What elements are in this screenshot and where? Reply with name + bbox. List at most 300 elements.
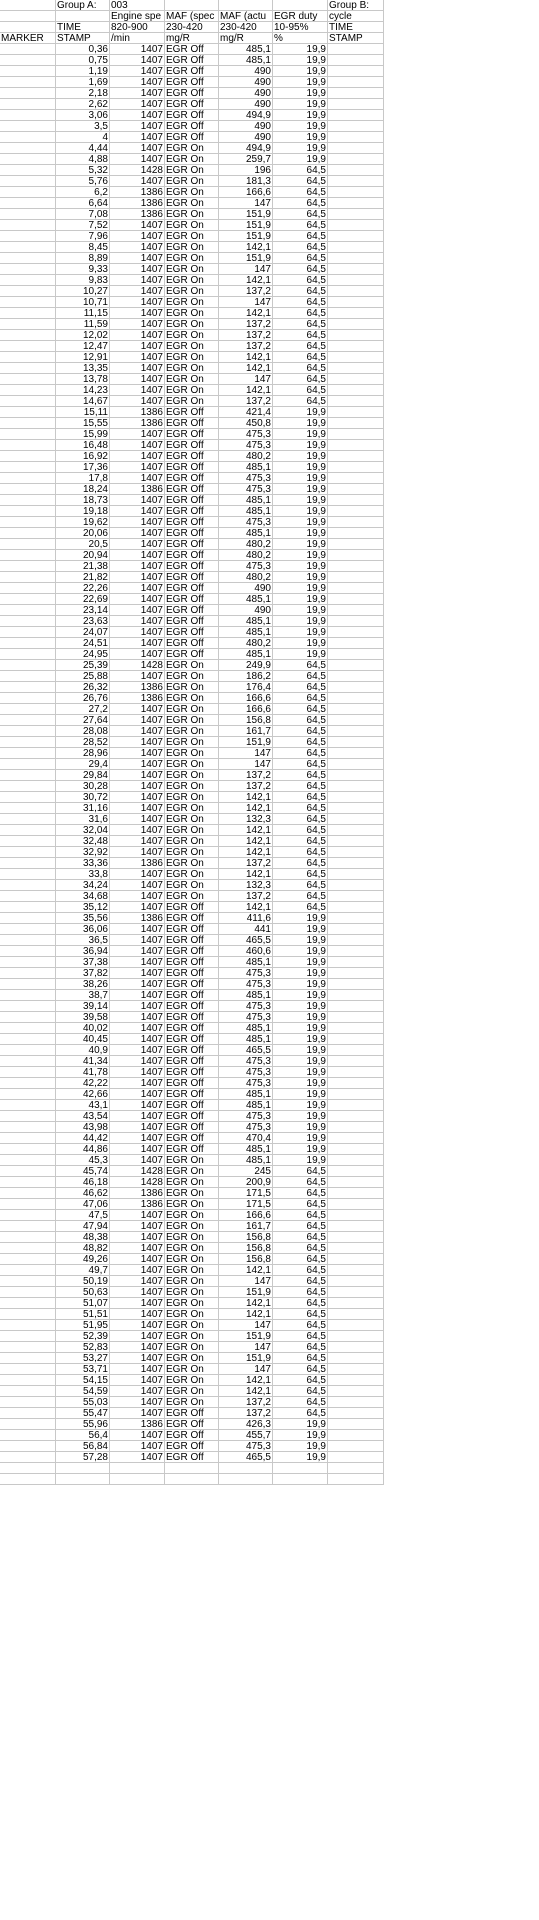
egr-duty-cell[interactable]: 64,5	[273, 748, 328, 759]
maf-spec-cell[interactable]: EGR Off	[165, 99, 219, 110]
engine-speed-cell[interactable]: 1407	[110, 473, 165, 484]
maf-actual-cell[interactable]: 490	[219, 77, 273, 88]
maf-spec-cell[interactable]: EGR Off	[165, 121, 219, 132]
group-b-cell[interactable]	[328, 297, 384, 308]
marker-cell[interactable]	[0, 682, 56, 693]
maf-actual-cell[interactable]: 485,1	[219, 55, 273, 66]
maf-spec-cell[interactable]: EGR On	[165, 297, 219, 308]
group-b-cell[interactable]	[328, 1034, 384, 1045]
group-b-cell[interactable]	[328, 1232, 384, 1243]
maf-actual-cell[interactable]: 142,1	[219, 352, 273, 363]
egr-duty-cell[interactable]: 64,5	[273, 275, 328, 286]
group-b-cell[interactable]	[328, 396, 384, 407]
marker-cell[interactable]	[0, 1364, 56, 1375]
engine-speed-cell[interactable]: 1407	[110, 330, 165, 341]
time-stamp-cell[interactable]: 21,82	[56, 572, 110, 583]
time-stamp-cell[interactable]: 6,64	[56, 198, 110, 209]
engine-speed-cell[interactable]: 1407	[110, 550, 165, 561]
engine-speed-cell[interactable]: 1407	[110, 638, 165, 649]
maf-spec-cell[interactable]: EGR Off	[165, 451, 219, 462]
maf-actual-cell[interactable]: 441	[219, 924, 273, 935]
group-b-cell[interactable]	[328, 759, 384, 770]
time-stamp-cell[interactable]: 44,42	[56, 1133, 110, 1144]
group-b-cell[interactable]	[328, 418, 384, 429]
engine-speed-cell[interactable]: 1407	[110, 583, 165, 594]
maf-actual-cell[interactable]: 137,2	[219, 1397, 273, 1408]
marker-cell[interactable]	[0, 1210, 56, 1221]
group-b-cell[interactable]	[328, 132, 384, 143]
time-stamp-cell[interactable]: 41,34	[56, 1056, 110, 1067]
group-b-cell[interactable]	[328, 1001, 384, 1012]
marker-cell[interactable]	[0, 671, 56, 682]
marker-cell[interactable]	[0, 1397, 56, 1408]
maf-spec-cell[interactable]: EGR On	[165, 385, 219, 396]
maf-spec-cell[interactable]: EGR Off	[165, 1452, 219, 1463]
time-stamp-cell[interactable]: 52,83	[56, 1342, 110, 1353]
group-b-cell[interactable]	[328, 869, 384, 880]
maf-actual-cell[interactable]: 166,6	[219, 1210, 273, 1221]
maf-actual-cell[interactable]: 137,2	[219, 319, 273, 330]
maf-spec-cell[interactable]: EGR On	[165, 1309, 219, 1320]
maf-spec-cell[interactable]: EGR On	[165, 726, 219, 737]
maf-actual-cell[interactable]: 186,2	[219, 671, 273, 682]
group-b-cell[interactable]	[328, 110, 384, 121]
engine-speed-cell[interactable]: 1407	[110, 748, 165, 759]
group-b-cell[interactable]	[328, 957, 384, 968]
engine-speed-cell[interactable]: 1407	[110, 1056, 165, 1067]
engine-speed-cell[interactable]: 1407	[110, 242, 165, 253]
maf-actual-cell[interactable]: 475,3	[219, 1111, 273, 1122]
group-b-cell[interactable]	[328, 1309, 384, 1320]
egr-duty-cell[interactable]: 64,5	[273, 165, 328, 176]
time-stamp-cell[interactable]: 40,02	[56, 1023, 110, 1034]
marker-cell[interactable]	[0, 187, 56, 198]
group-b-cell[interactable]	[328, 1078, 384, 1089]
group-b-cell[interactable]	[328, 1364, 384, 1375]
time-stamp-cell[interactable]: 34,24	[56, 880, 110, 891]
maf-spec-cell[interactable]: EGR On	[165, 330, 219, 341]
time-stamp-cell[interactable]: 4	[56, 132, 110, 143]
egr-duty-cell[interactable]: 19,9	[273, 99, 328, 110]
egr-duty-cell[interactable]: 19,9	[273, 462, 328, 473]
group-b-cell[interactable]	[328, 506, 384, 517]
time-stamp-cell[interactable]: 12,02	[56, 330, 110, 341]
time-stamp-cell[interactable]: 32,92	[56, 847, 110, 858]
engine-speed-cell[interactable]: 1407	[110, 1309, 165, 1320]
header-cell[interactable]: /min	[110, 33, 165, 44]
maf-spec-cell[interactable]: EGR On	[165, 275, 219, 286]
engine-speed-cell[interactable]: 1407	[110, 1276, 165, 1287]
egr-duty-cell[interactable]: 64,5	[273, 693, 328, 704]
group-b-cell[interactable]	[328, 1177, 384, 1188]
egr-duty-cell[interactable]: 19,9	[273, 1012, 328, 1023]
maf-spec-cell[interactable]: EGR On	[165, 374, 219, 385]
maf-spec-header[interactable]: MAF (spec	[165, 11, 219, 22]
group-b-cell[interactable]	[328, 1100, 384, 1111]
maf-actual-cell[interactable]: 147	[219, 1364, 273, 1375]
maf-spec-cell[interactable]: EGR Off	[165, 418, 219, 429]
engine-speed-cell[interactable]: 1407	[110, 55, 165, 66]
time-stamp-cell[interactable]: 33,36	[56, 858, 110, 869]
maf-actual-cell[interactable]: 421,4	[219, 407, 273, 418]
group-b-cell[interactable]	[328, 473, 384, 484]
marker-cell[interactable]	[0, 737, 56, 748]
engine-speed-cell[interactable]: 1407	[110, 1100, 165, 1111]
engine-speed-cell[interactable]: 1407	[110, 1298, 165, 1309]
marker-cell[interactable]	[0, 847, 56, 858]
egr-duty-cell[interactable]: 19,9	[273, 649, 328, 660]
marker-cell[interactable]	[0, 1100, 56, 1111]
maf-spec-cell[interactable]: EGR On	[165, 187, 219, 198]
egr-duty-cell[interactable]: 19,9	[273, 407, 328, 418]
egr-duty-cell[interactable]: 64,5	[273, 1221, 328, 1232]
time-stamp-cell[interactable]: 28,52	[56, 737, 110, 748]
engine-speed-cell[interactable]: 1407	[110, 1265, 165, 1276]
group-b-cell[interactable]	[328, 880, 384, 891]
maf-actual-cell[interactable]: 475,3	[219, 473, 273, 484]
marker-cell[interactable]	[0, 880, 56, 891]
egr-duty-cell[interactable]: 19,9	[273, 1056, 328, 1067]
engine-speed-cell[interactable]: 1407	[110, 836, 165, 847]
time-stamp-cell[interactable]: 55,96	[56, 1419, 110, 1430]
marker-cell[interactable]	[0, 1452, 56, 1463]
time-stamp-cell[interactable]: 4,44	[56, 143, 110, 154]
marker-cell[interactable]	[0, 363, 56, 374]
time-stamp-cell[interactable]: 36,06	[56, 924, 110, 935]
time-stamp-cell[interactable]: 3,5	[56, 121, 110, 132]
time-stamp-cell[interactable]: 1,19	[56, 66, 110, 77]
time-stamp-cell[interactable]: 51,07	[56, 1298, 110, 1309]
time-stamp-cell[interactable]: 25,88	[56, 671, 110, 682]
marker-cell[interactable]	[0, 803, 56, 814]
group-b-cell[interactable]	[328, 792, 384, 803]
maf-spec-cell[interactable]: EGR On	[165, 759, 219, 770]
time-stamp-cell[interactable]: 14,67	[56, 396, 110, 407]
egr-duty-cell[interactable]: 64,5	[273, 825, 328, 836]
group-b-cell[interactable]	[328, 1199, 384, 1210]
group-b-cell[interactable]	[328, 77, 384, 88]
maf-actual-cell[interactable]: 137,2	[219, 396, 273, 407]
maf-actual-cell[interactable]: 475,3	[219, 517, 273, 528]
maf-actual-cell[interactable]: 147	[219, 759, 273, 770]
engine-speed-cell[interactable]: 1407	[110, 308, 165, 319]
time-stamp-cell[interactable]: 48,38	[56, 1232, 110, 1243]
time-stamp-cell[interactable]: 11,15	[56, 308, 110, 319]
engine-speed-cell[interactable]: 1407	[110, 88, 165, 99]
egr-duty-cell[interactable]: 19,9	[273, 1045, 328, 1056]
maf-spec-cell[interactable]: EGR Off	[165, 1045, 219, 1056]
time-stamp-cell[interactable]: 36,94	[56, 946, 110, 957]
maf-spec-cell[interactable]: EGR On	[165, 1375, 219, 1386]
egr-duty-cell[interactable]: 19,9	[273, 1067, 328, 1078]
maf-spec-cell[interactable]: EGR On	[165, 671, 219, 682]
maf-actual-cell[interactable]: 166,6	[219, 187, 273, 198]
time-stamp-cell[interactable]: 38,26	[56, 979, 110, 990]
marker-cell[interactable]	[0, 132, 56, 143]
group-b-cell[interactable]	[328, 1265, 384, 1276]
maf-spec-cell[interactable]: EGR On	[165, 396, 219, 407]
maf-spec-cell[interactable]: EGR Off	[165, 44, 219, 55]
maf-actual-cell[interactable]: 455,7	[219, 1430, 273, 1441]
empty-cell[interactable]	[219, 1463, 273, 1474]
engine-speed-cell[interactable]: 1407	[110, 1122, 165, 1133]
egr-duty-cell[interactable]: 64,5	[273, 363, 328, 374]
maf-spec-cell[interactable]: EGR On	[165, 198, 219, 209]
egr-duty-cell[interactable]: 19,9	[273, 1144, 328, 1155]
marker-cell[interactable]	[0, 407, 56, 418]
marker-cell[interactable]	[0, 308, 56, 319]
engine-speed-cell[interactable]: 1407	[110, 286, 165, 297]
maf-actual-cell[interactable]: 485,1	[219, 462, 273, 473]
maf-actual-cell[interactable]: 142,1	[219, 308, 273, 319]
maf-spec-cell[interactable]: EGR On	[165, 1254, 219, 1265]
group-b-cell[interactable]	[328, 671, 384, 682]
group-b-cell[interactable]	[328, 814, 384, 825]
maf-actual-cell[interactable]: 166,6	[219, 693, 273, 704]
maf-actual-cell[interactable]: 142,1	[219, 1375, 273, 1386]
group-b-cell[interactable]	[328, 1408, 384, 1419]
maf-actual-cell[interactable]: 480,2	[219, 539, 273, 550]
egr-duty-cell[interactable]: 19,9	[273, 484, 328, 495]
empty-cell[interactable]	[0, 1463, 56, 1474]
maf-spec-cell[interactable]: EGR Off	[165, 517, 219, 528]
group-b-cell[interactable]	[328, 1441, 384, 1452]
group-b-cell[interactable]	[328, 319, 384, 330]
group-b-cell[interactable]	[328, 847, 384, 858]
egr-duty-cell[interactable]: 19,9	[273, 913, 328, 924]
maf-actual-cell[interactable]: 161,7	[219, 726, 273, 737]
maf-spec-cell[interactable]: EGR On	[165, 869, 219, 880]
maf-actual-cell[interactable]: 166,6	[219, 704, 273, 715]
time-stamp-cell[interactable]: 32,04	[56, 825, 110, 836]
engine-speed-cell[interactable]: 1407	[110, 1045, 165, 1056]
egr-duty-cell[interactable]: 19,9	[273, 88, 328, 99]
group-b-cell[interactable]	[328, 1023, 384, 1034]
group-b-cell[interactable]	[328, 715, 384, 726]
engine-speed-cell[interactable]: 1407	[110, 506, 165, 517]
engine-speed-cell[interactable]: 1407	[110, 781, 165, 792]
group-b-cell[interactable]	[328, 781, 384, 792]
group-b-cell[interactable]	[328, 1056, 384, 1067]
egr-duty-cell[interactable]: 19,9	[273, 528, 328, 539]
maf-spec-cell[interactable]: EGR Off	[165, 946, 219, 957]
group-b-cell[interactable]	[328, 693, 384, 704]
time-stamp-cell[interactable]: 3,06	[56, 110, 110, 121]
engine-speed-cell[interactable]: 1407	[110, 1232, 165, 1243]
egr-duty-cell[interactable]: 64,5	[273, 264, 328, 275]
maf-actual-cell[interactable]: 156,8	[219, 1232, 273, 1243]
marker-cell[interactable]	[0, 1078, 56, 1089]
engine-speed-cell[interactable]: 1407	[110, 1342, 165, 1353]
maf-actual-cell[interactable]: 475,3	[219, 1012, 273, 1023]
time-stamp-cell[interactable]: 16,92	[56, 451, 110, 462]
maf-actual-cell[interactable]: 176,4	[219, 682, 273, 693]
engine-speed-cell[interactable]: 1407	[110, 440, 165, 451]
maf-actual-cell[interactable]: 485,1	[219, 957, 273, 968]
maf-actual-cell[interactable]: 259,7	[219, 154, 273, 165]
maf-actual-cell[interactable]: 490	[219, 99, 273, 110]
group-b-cell[interactable]	[328, 1133, 384, 1144]
group-b-cell[interactable]	[328, 1276, 384, 1287]
engine-speed-cell[interactable]: 1407	[110, 891, 165, 902]
maf-actual-cell[interactable]: 475,3	[219, 1122, 273, 1133]
egr-duty-cell[interactable]: 19,9	[273, 1419, 328, 1430]
empty-cell[interactable]	[273, 1463, 328, 1474]
group-b-cell[interactable]	[328, 154, 384, 165]
empty-cell[interactable]	[219, 1474, 273, 1485]
marker-cell[interactable]	[0, 957, 56, 968]
marker-cell[interactable]	[0, 1298, 56, 1309]
group-b-cell[interactable]	[328, 935, 384, 946]
time-stamp-cell[interactable]: 55,47	[56, 1408, 110, 1419]
maf-spec-cell[interactable]: EGR On	[165, 1353, 219, 1364]
marker-cell[interactable]	[0, 99, 56, 110]
group-b-cell[interactable]	[328, 308, 384, 319]
maf-spec-cell[interactable]: EGR Off	[165, 484, 219, 495]
maf-spec-cell[interactable]: EGR On	[165, 286, 219, 297]
time-stamp-cell[interactable]: 49,7	[56, 1265, 110, 1276]
marker-cell[interactable]	[0, 220, 56, 231]
egr-duty-cell[interactable]: 64,5	[273, 1177, 328, 1188]
marker-cell[interactable]	[0, 594, 56, 605]
engine-speed-cell[interactable]: 1407	[110, 1287, 165, 1298]
time-stamp-cell[interactable]: 48,82	[56, 1243, 110, 1254]
maf-actual-cell[interactable]: 137,2	[219, 891, 273, 902]
engine-speed-cell[interactable]: 1407	[110, 1221, 165, 1232]
marker-cell[interactable]	[0, 891, 56, 902]
marker-cell[interactable]	[0, 1111, 56, 1122]
engine-speed-cell[interactable]: 1386	[110, 1199, 165, 1210]
header-cell[interactable]: 10-95%	[273, 22, 328, 33]
group-b-cell[interactable]	[328, 583, 384, 594]
group-b-cell[interactable]	[328, 649, 384, 660]
maf-actual-cell[interactable]: 142,1	[219, 847, 273, 858]
maf-actual-cell[interactable]: 200,9	[219, 1177, 273, 1188]
group-b-cell[interactable]	[328, 55, 384, 66]
group-b-cell[interactable]	[328, 1166, 384, 1177]
marker-cell[interactable]	[0, 66, 56, 77]
egr-duty-cell[interactable]: 64,5	[273, 847, 328, 858]
time-stamp-cell[interactable]: 18,73	[56, 495, 110, 506]
egr-duty-cell[interactable]: 19,9	[273, 55, 328, 66]
maf-spec-cell[interactable]: EGR On	[165, 704, 219, 715]
time-stamp-cell[interactable]: 15,99	[56, 429, 110, 440]
marker-cell[interactable]	[0, 1199, 56, 1210]
group-b-cell[interactable]	[328, 242, 384, 253]
engine-speed-cell[interactable]: 1407	[110, 1364, 165, 1375]
engine-speed-cell[interactable]: 1407	[110, 671, 165, 682]
maf-spec-cell[interactable]: EGR Off	[165, 979, 219, 990]
egr-duty-cell[interactable]: 64,5	[273, 759, 328, 770]
engine-speed-cell[interactable]: 1407	[110, 561, 165, 572]
engine-speed-cell[interactable]: 1407	[110, 869, 165, 880]
maf-spec-cell[interactable]: EGR Off	[165, 1100, 219, 1111]
egr-duty-cell[interactable]: 64,5	[273, 792, 328, 803]
maf-actual-cell[interactable]: 142,1	[219, 385, 273, 396]
engine-speed-cell[interactable]: 1407	[110, 319, 165, 330]
engine-speed-cell[interactable]: 1407	[110, 627, 165, 638]
time-stamp-cell[interactable]: 45,3	[56, 1155, 110, 1166]
maf-spec-cell[interactable]: EGR Off	[165, 594, 219, 605]
maf-actual-cell[interactable]: 470,4	[219, 1133, 273, 1144]
marker-cell[interactable]	[0, 1265, 56, 1276]
engine-speed-cell[interactable]: 1407	[110, 1353, 165, 1364]
egr-duty-cell[interactable]: 64,5	[273, 1320, 328, 1331]
marker-cell[interactable]	[0, 935, 56, 946]
maf-actual-cell[interactable]: 137,2	[219, 781, 273, 792]
time-stamp-cell[interactable]: 14,23	[56, 385, 110, 396]
maf-actual-cell[interactable]: 132,3	[219, 880, 273, 891]
egr-duty-cell[interactable]: 64,5	[273, 352, 328, 363]
maf-actual-cell[interactable]: 142,1	[219, 836, 273, 847]
engine-speed-cell[interactable]: 1407	[110, 275, 165, 286]
group-b-cell[interactable]	[328, 1452, 384, 1463]
maf-actual-cell[interactable]: 147	[219, 1276, 273, 1287]
marker-cell[interactable]	[0, 836, 56, 847]
engine-speed-cell[interactable]: 1407	[110, 1430, 165, 1441]
egr-duty-cell[interactable]: 19,9	[273, 1023, 328, 1034]
group-b-cell[interactable]	[328, 121, 384, 132]
maf-actual-cell[interactable]: 465,5	[219, 935, 273, 946]
maf-spec-cell[interactable]: EGR On	[165, 1210, 219, 1221]
marker-cell[interactable]	[0, 462, 56, 473]
time-stamp-cell[interactable]: 7,52	[56, 220, 110, 231]
engine-speed-cell[interactable]: 1407	[110, 1386, 165, 1397]
group-b-cell[interactable]	[328, 1045, 384, 1056]
maf-actual-cell[interactable]: 490	[219, 88, 273, 99]
group-b-cell[interactable]	[328, 1386, 384, 1397]
group-b-cell[interactable]	[328, 1155, 384, 1166]
marker-cell[interactable]	[0, 572, 56, 583]
marker-cell[interactable]	[0, 1023, 56, 1034]
maf-actual-cell[interactable]: 147	[219, 297, 273, 308]
engine-speed-cell[interactable]: 1407	[110, 462, 165, 473]
maf-spec-cell[interactable]: EGR Off	[165, 935, 219, 946]
group-b-cell[interactable]	[328, 286, 384, 297]
maf-spec-cell[interactable]: EGR On	[165, 1221, 219, 1232]
engine-speed-cell[interactable]: 1386	[110, 209, 165, 220]
maf-spec-cell[interactable]: EGR Off	[165, 990, 219, 1001]
engine-speed-cell[interactable]: 1428	[110, 1166, 165, 1177]
time-stamp-cell[interactable]: 45,74	[56, 1166, 110, 1177]
marker-cell[interactable]	[0, 429, 56, 440]
group-b-cell[interactable]	[328, 572, 384, 583]
group-b-cell[interactable]	[328, 1353, 384, 1364]
engine-speed-cell[interactable]: 1428	[110, 1177, 165, 1188]
group-b-label[interactable]: Group B:	[328, 0, 384, 11]
time-stamp-cell[interactable]: 32,48	[56, 836, 110, 847]
maf-spec-cell[interactable]: EGR Off	[165, 924, 219, 935]
egr-duty-cell[interactable]: 19,9	[273, 143, 328, 154]
time-stamp-cell[interactable]: 20,5	[56, 539, 110, 550]
marker-cell[interactable]	[0, 1309, 56, 1320]
marker-cell[interactable]	[0, 781, 56, 792]
egr-duty-cell[interactable]: 19,9	[273, 946, 328, 957]
egr-duty-cell[interactable]: 64,5	[273, 231, 328, 242]
group-a-label[interactable]: Group A:	[56, 0, 110, 11]
maf-spec-cell[interactable]: EGR On	[165, 1298, 219, 1309]
maf-spec-cell[interactable]: EGR Off	[165, 539, 219, 550]
marker-cell[interactable]	[0, 44, 56, 55]
egr-duty-cell[interactable]: 64,5	[273, 1166, 328, 1177]
engine-speed-cell[interactable]: 1407	[110, 352, 165, 363]
maf-actual-cell[interactable]: 151,9	[219, 209, 273, 220]
maf-actual-cell[interactable]: 485,1	[219, 1089, 273, 1100]
group-b-cell[interactable]	[328, 913, 384, 924]
engine-speed-cell[interactable]: 1407	[110, 341, 165, 352]
group-b-cell[interactable]	[328, 902, 384, 913]
egr-duty-cell[interactable]: 64,5	[273, 1276, 328, 1287]
